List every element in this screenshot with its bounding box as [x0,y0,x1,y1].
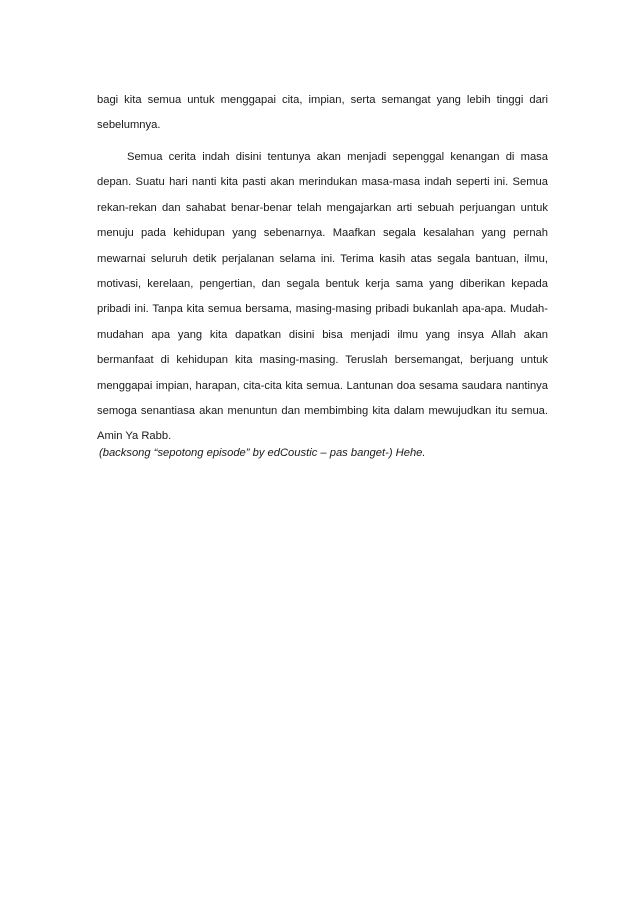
paragraph-body: Semua cerita indah disini tentunya akan menjadi sepenggal kenangan di masa depan. Suatu hari nanti kita pasti akan merindukan masa-masa indah seperti ini. Semua rekan-rekan dan sahabat benar-benar telah mengajarkan arti sebuah perjuangan untuk menuju pada kehidupan yang sebenarnya. Maafkan segala kesalahan yang pernah mewarnai seluruh detik perjalanan selama ini. Terima kasih atas segala bantuan, ilmu, motivasi, kerelaan, pengertian, dan segala bentuk kerja sama yang diberikan kepada pribadi ini. Tanpa kita semua bersama, masing-masing pribadi bukanlah apa-apa. Mudah-mudahan apa yang kita dapatkan disini bisa menjadi ilmu yang insya Allah akan bermanfaat di kehidupan kita masing-masing. Teruslah bersemangat, berjuang untuk menggapai impian, harapan, cita-cita kita semua. Lantunan doa sesama saudara nantinya semoga senantiasa akan menuntun dan membimbing kita dalam mewujudkan itu semua. Amin Ya Rabb. [97,151,548,443]
paragraph-intro: bagi kita semua untuk menggapai cita, impian, serta semangat yang lebih tinggi dari sebelumnya. [97,94,548,132]
paragraph-backsong-note: (backsong “sepotong episode” by edCoustic – pas banget-) Hehe. [99,447,426,459]
